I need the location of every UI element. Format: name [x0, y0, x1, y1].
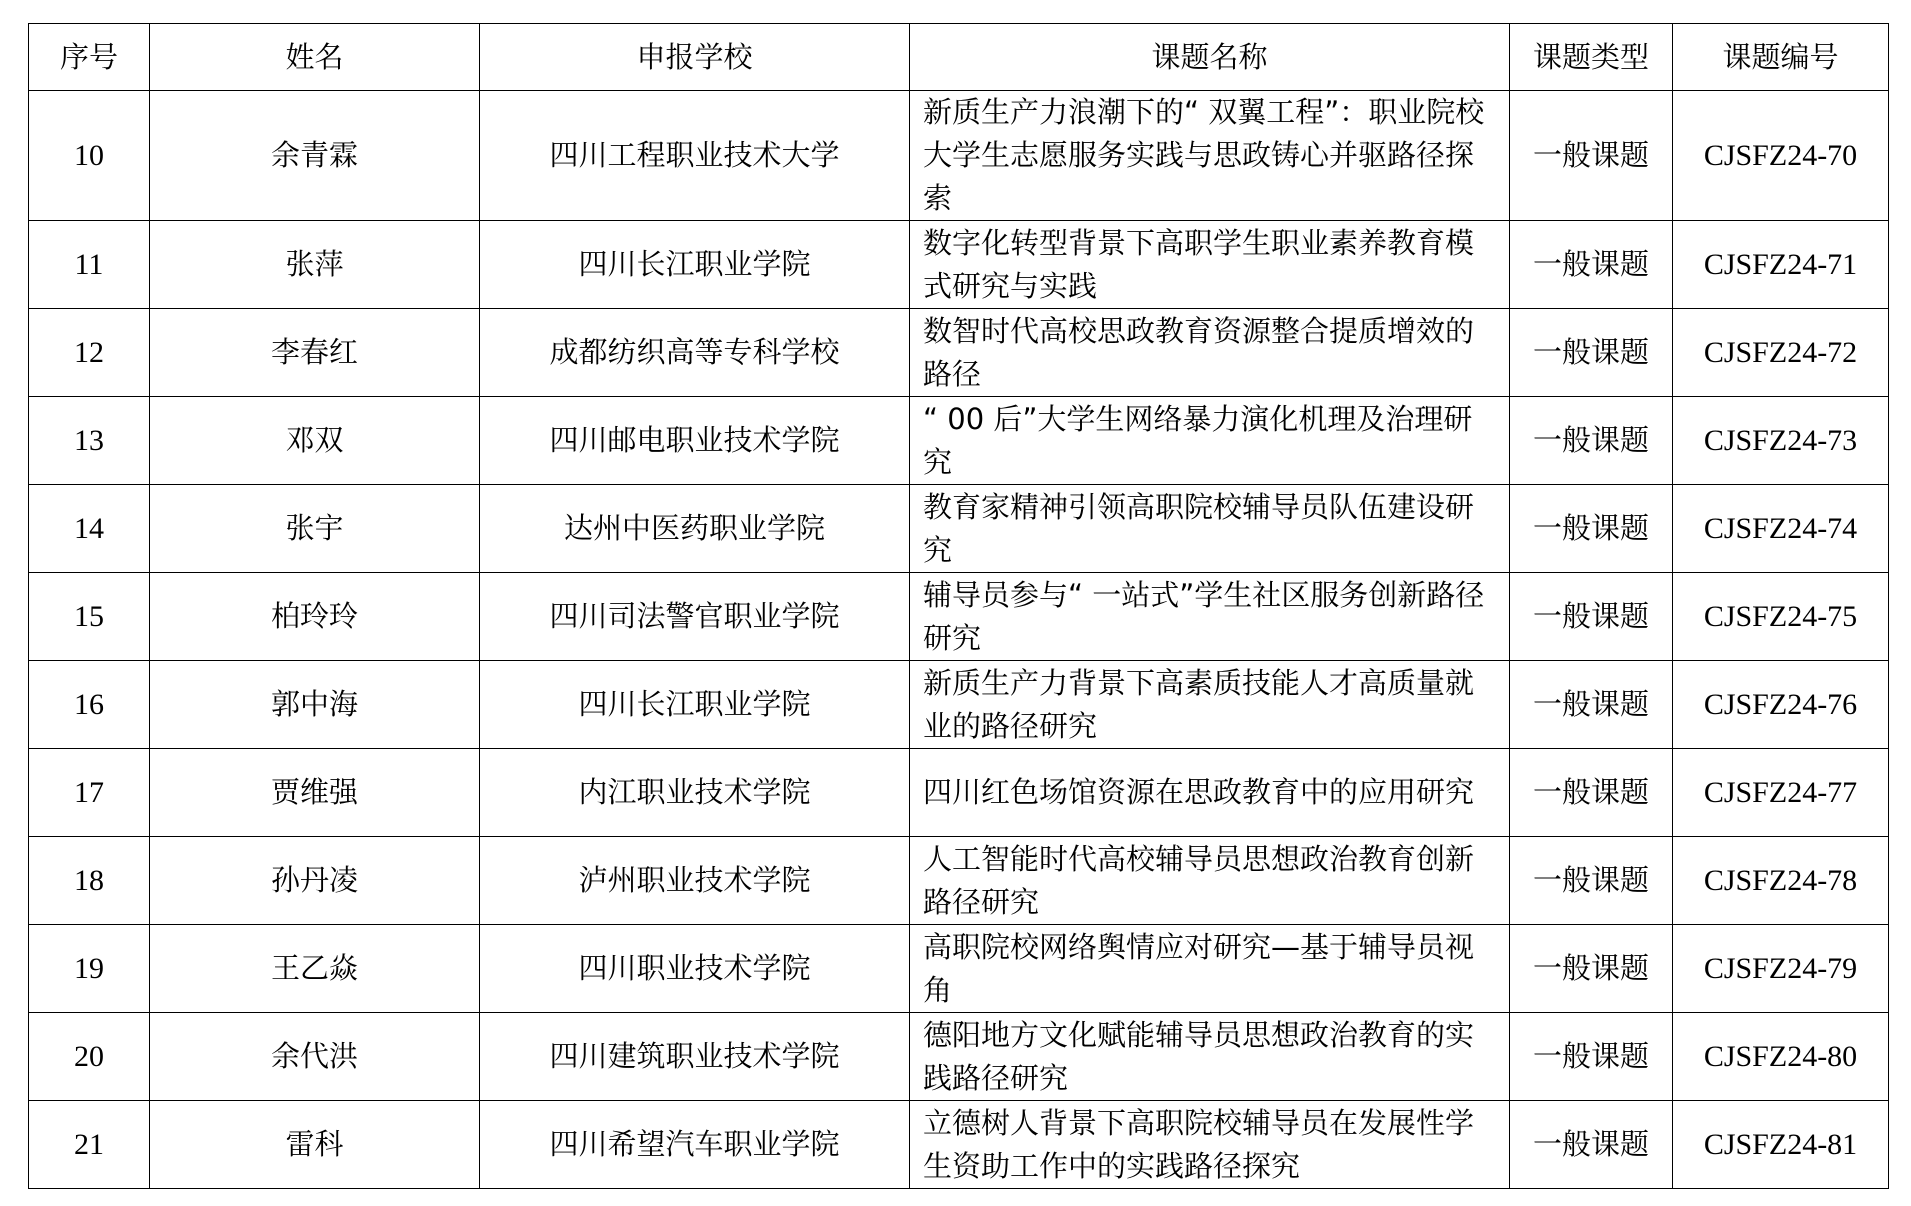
cell-index: 11 [29, 221, 150, 309]
cell-school: 四川邮电职业技术学院 [480, 397, 910, 485]
cell-school: 成都纺织高等专科学校 [480, 309, 910, 397]
cell-school: 四川司法警官职业学院 [480, 573, 910, 661]
cell-topic: 四川红色场馆资源在思政教育中的应用研究 [910, 749, 1510, 837]
cell-topic: 新质生产力背景下高素质技能人才高质量就业的路径研究 [910, 661, 1510, 749]
cell-name: 郭中海 [150, 661, 480, 749]
table-row [29, 397, 1889, 485]
cell-type: 一般课题 [1510, 397, 1673, 485]
cell-topic: 新质生产力浪潮下的“ 双翼工程”：职业院校大学生志愿服务实践与思政铸心并驱路径探索 [910, 91, 1510, 221]
table-row [29, 661, 1889, 749]
cell-code: CJSFZ24-76 [1673, 661, 1889, 749]
table-row [29, 837, 1889, 925]
cell-code: CJSFZ24-71 [1673, 221, 1889, 309]
cell-school: 达州中医药职业学院 [480, 485, 910, 573]
cell-code: CJSFZ24-75 [1673, 573, 1889, 661]
cell-code: CJSFZ24-77 [1673, 749, 1889, 837]
cell-type: 一般课题 [1510, 573, 1673, 661]
cell-code: CJSFZ24-70 [1673, 91, 1889, 221]
header-school: 申报学校 [480, 24, 910, 91]
cell-code: CJSFZ24-73 [1673, 397, 1889, 485]
cell-name: 孙丹凌 [150, 837, 480, 925]
cell-topic: 人工智能时代高校辅导员思想政治教育创新路径研究 [910, 837, 1510, 925]
cell-topic: 高职院校网络舆情应对研究—基于辅导员视角 [910, 925, 1510, 1013]
cell-index: 17 [29, 749, 150, 837]
cell-topic: 教育家精神引领高职院校辅导员队伍建设研究 [910, 485, 1510, 573]
cell-type: 一般课题 [1510, 1101, 1673, 1189]
cell-code: CJSFZ24-78 [1673, 837, 1889, 925]
cell-type: 一般课题 [1510, 1013, 1673, 1101]
table-row [29, 485, 1889, 573]
cell-code: CJSFZ24-81 [1673, 1101, 1889, 1189]
cell-name: 柏玲玲 [150, 573, 480, 661]
cell-school: 四川工程职业技术大学 [480, 91, 910, 221]
header-index: 序号 [29, 24, 150, 91]
table-row [29, 573, 1889, 661]
cell-index: 14 [29, 485, 150, 573]
cell-topic: 立德树人背景下高职院校辅导员在发展性学生资助工作中的实践路径探究 [910, 1101, 1510, 1189]
cell-school: 四川建筑职业技术学院 [480, 1013, 910, 1101]
table-header-row [29, 24, 1889, 91]
cell-name: 张宇 [150, 485, 480, 573]
cell-code: CJSFZ24-72 [1673, 309, 1889, 397]
cell-school: 四川希望汽车职业学院 [480, 1101, 910, 1189]
cell-name: 邓双 [150, 397, 480, 485]
cell-type: 一般课题 [1510, 749, 1673, 837]
cell-topic: 辅导员参与“ 一站式”学生社区服务创新路径研究 [910, 573, 1510, 661]
cell-index: 21 [29, 1101, 150, 1189]
header-topic: 课题名称 [910, 24, 1510, 91]
table-row [29, 221, 1889, 309]
table-row [29, 749, 1889, 837]
cell-type: 一般课题 [1510, 221, 1673, 309]
cell-index: 13 [29, 397, 150, 485]
table-row [29, 1013, 1889, 1101]
cell-topic: 数智时代高校思政教育资源整合提质增效的路径 [910, 309, 1510, 397]
table-row [29, 925, 1889, 1013]
cell-school: 四川长江职业学院 [480, 661, 910, 749]
cell-school: 四川长江职业学院 [480, 221, 910, 309]
cell-code: CJSFZ24-79 [1673, 925, 1889, 1013]
cell-topic: “ 00 后”大学生网络暴力演化机理及治理研究 [910, 397, 1510, 485]
cell-type: 一般课题 [1510, 309, 1673, 397]
cell-type: 一般课题 [1510, 91, 1673, 221]
cell-index: 19 [29, 925, 150, 1013]
cell-name: 李春红 [150, 309, 480, 397]
table-row [29, 309, 1889, 397]
cell-school: 内江职业技术学院 [480, 749, 910, 837]
header-code: 课题编号 [1673, 24, 1889, 91]
table-row [29, 91, 1889, 221]
cell-topic: 德阳地方文化赋能辅导员思想政治教育的实践路径研究 [910, 1013, 1510, 1101]
cell-type: 一般课题 [1510, 925, 1673, 1013]
cell-name: 贾维强 [150, 749, 480, 837]
cell-name: 王乙焱 [150, 925, 480, 1013]
cell-name: 余代洪 [150, 1013, 480, 1101]
cell-index: 20 [29, 1013, 150, 1101]
project-list-table [28, 23, 1889, 1189]
header-type: 课题类型 [1510, 24, 1673, 91]
cell-index: 12 [29, 309, 150, 397]
cell-name: 雷科 [150, 1101, 480, 1189]
cell-school: 四川职业技术学院 [480, 925, 910, 1013]
header-name: 姓名 [150, 24, 480, 91]
cell-name: 张萍 [150, 221, 480, 309]
table-row [29, 1101, 1889, 1189]
cell-index: 15 [29, 573, 150, 661]
cell-school: 泸州职业技术学院 [480, 837, 910, 925]
cell-code: CJSFZ24-74 [1673, 485, 1889, 573]
cell-type: 一般课题 [1510, 661, 1673, 749]
cell-name: 余青霖 [150, 91, 480, 221]
cell-code: CJSFZ24-80 [1673, 1013, 1889, 1101]
cell-type: 一般课题 [1510, 837, 1673, 925]
cell-index: 16 [29, 661, 150, 749]
cell-index: 10 [29, 91, 150, 221]
cell-type: 一般课题 [1510, 485, 1673, 573]
cell-index: 18 [29, 837, 150, 925]
cell-topic: 数字化转型背景下高职学生职业素养教育模式研究与实践 [910, 221, 1510, 309]
